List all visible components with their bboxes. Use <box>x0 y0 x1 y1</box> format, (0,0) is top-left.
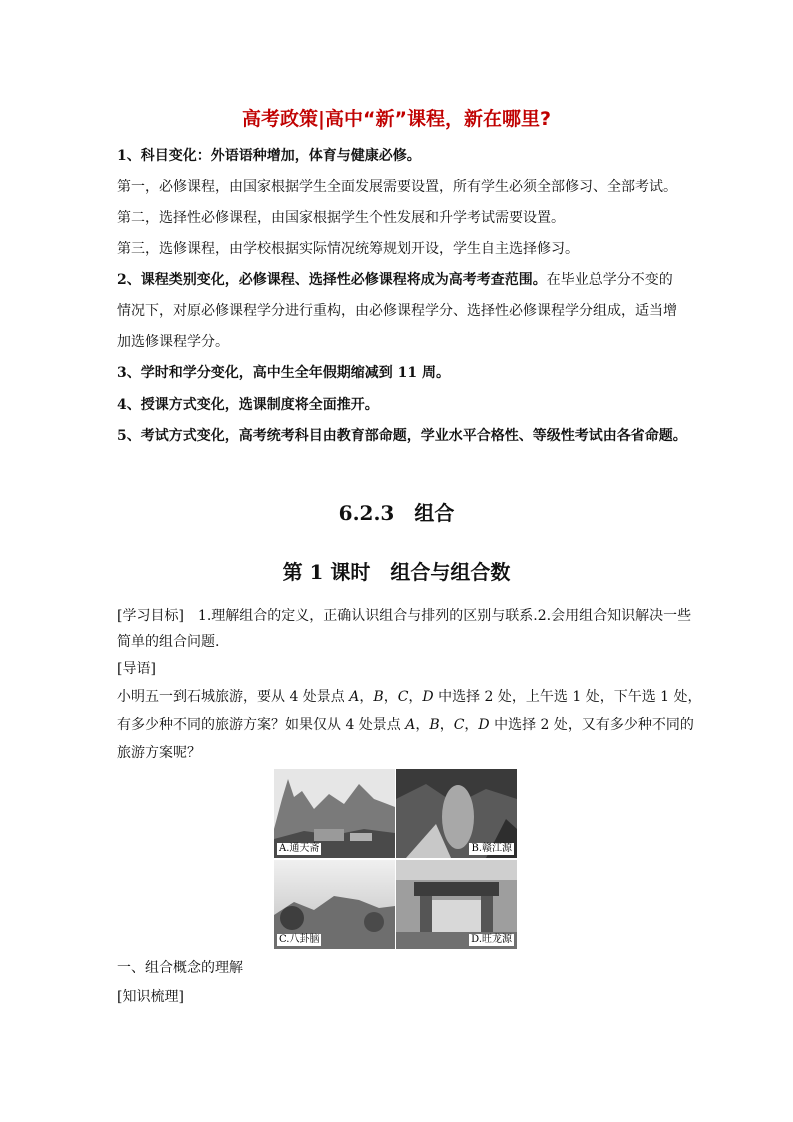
page-title: 高考政策|高中“新”课程，新在哪里? <box>242 108 551 130</box>
objective-line-2: 简单的组合问题. <box>117 634 220 650</box>
photo-wanglongyuan <box>396 860 517 949</box>
scenic-c-2: C <box>453 717 465 733</box>
objective-label: [学习目标] <box>117 608 184 624</box>
scenic-b-2: B <box>429 717 440 733</box>
intro-line-1-a: 小明五一到石城旅游，要从 4 处景点 <box>117 689 350 705</box>
policy-item-2-rest: 在毕业总学分不变的 <box>546 272 673 288</box>
part-1-heading: 一、组合概念的理解 <box>117 960 243 976</box>
intro-line-2-a: 有多少种不同的旅游方案？如果仅从 4 处景点 <box>117 717 406 733</box>
photo-caption-d: D.旺龙源 <box>471 934 512 945</box>
objective-line-1 <box>117 606 692 626</box>
policy-item-2-bold: 2、课程类别变化，必修课程、选择性必修课程将成为高考考查范围。 <box>117 272 547 288</box>
lesson-heading: 第 1 课时 组合与组合数 <box>282 560 511 584</box>
intro-line-3: 旅游方案呢？ <box>117 745 201 761</box>
policy-third: 第三，选修课程，由学校根据实际情况统筹规划开设，学生自主选择修习。 <box>117 241 579 257</box>
objective-text: 1.理解组合的定义，正确认识组合与排列的区别与联系.2.会用组合知识解决一些 <box>183 608 692 624</box>
policy-item-4: 4、授课方式变化，选课制度将全面推开。 <box>117 397 379 413</box>
intro-label: [导语] <box>117 661 156 677</box>
photo-ganjiangyuan <box>396 769 517 858</box>
intro-line-1-b: 中选择 2 处，上午选 1 处，下午选 1 处， <box>433 689 702 705</box>
policy-item-2-line-2: 情况下，对原必修课程学分进行重构，由必修课程学分、选择性必修课程学分组成，适当增 <box>117 303 677 319</box>
scenic-a: A <box>349 689 360 705</box>
policy-item-2 <box>117 270 687 290</box>
photo-tongtianzhai <box>274 769 395 858</box>
scenic-photo-grid <box>274 769 521 952</box>
knowledge-label: [知识梳理] <box>117 989 184 1005</box>
policy-item-5: 5、考试方式变化，高考统考科目由教育部命题，学业水平合格性、等级性考试由各省命题。 <box>117 428 687 444</box>
scenic-a-2: A <box>405 717 416 733</box>
scenic-d-2: D <box>478 717 490 733</box>
scenic-b: B <box>373 689 384 705</box>
policy-item-3: 3、学时和学分变化，高中生全年假期缩减到 11 周。 <box>117 365 450 381</box>
policy-first: 第一，必修课程，由国家根据学生全面发展需要设置，所有学生必须全部修习、全部考试。 <box>117 179 677 195</box>
policy-item-1: 1、科目变化：外语语种增加，体育与健康必修。 <box>117 148 421 164</box>
photo-caption-c: C.八卦脑 <box>279 934 320 945</box>
intro-line-2: 有多少种不同的旅游方案？如果仅从 4 处景点 A，B，C，D 中选择 2 处，又有多少种不同的 <box>117 717 694 733</box>
policy-second: 第二，选择性必修课程，由国家根据学生个性发展和升学考试需要设置。 <box>117 210 565 226</box>
scenic-d: D <box>422 689 434 705</box>
section-heading: 6.2.3 组合 <box>338 501 455 525</box>
intro-line-2-b: 中选择 2 处，又有多少种不同的 <box>489 717 694 733</box>
photo-caption-a: A.通天斋 <box>279 843 320 854</box>
scenic-c: C <box>397 689 409 705</box>
photo-baguanao <box>274 860 395 949</box>
intro-line-1: 小明五一到石城旅游，要从 4 处景点 A，B，C，D 中选择 2 处，上午选 1 处，下午选 1 处， <box>117 689 702 705</box>
policy-item-2-line-3: 加选修课程学分。 <box>117 334 229 350</box>
photo-caption-b: B.赣江源 <box>471 843 512 854</box>
